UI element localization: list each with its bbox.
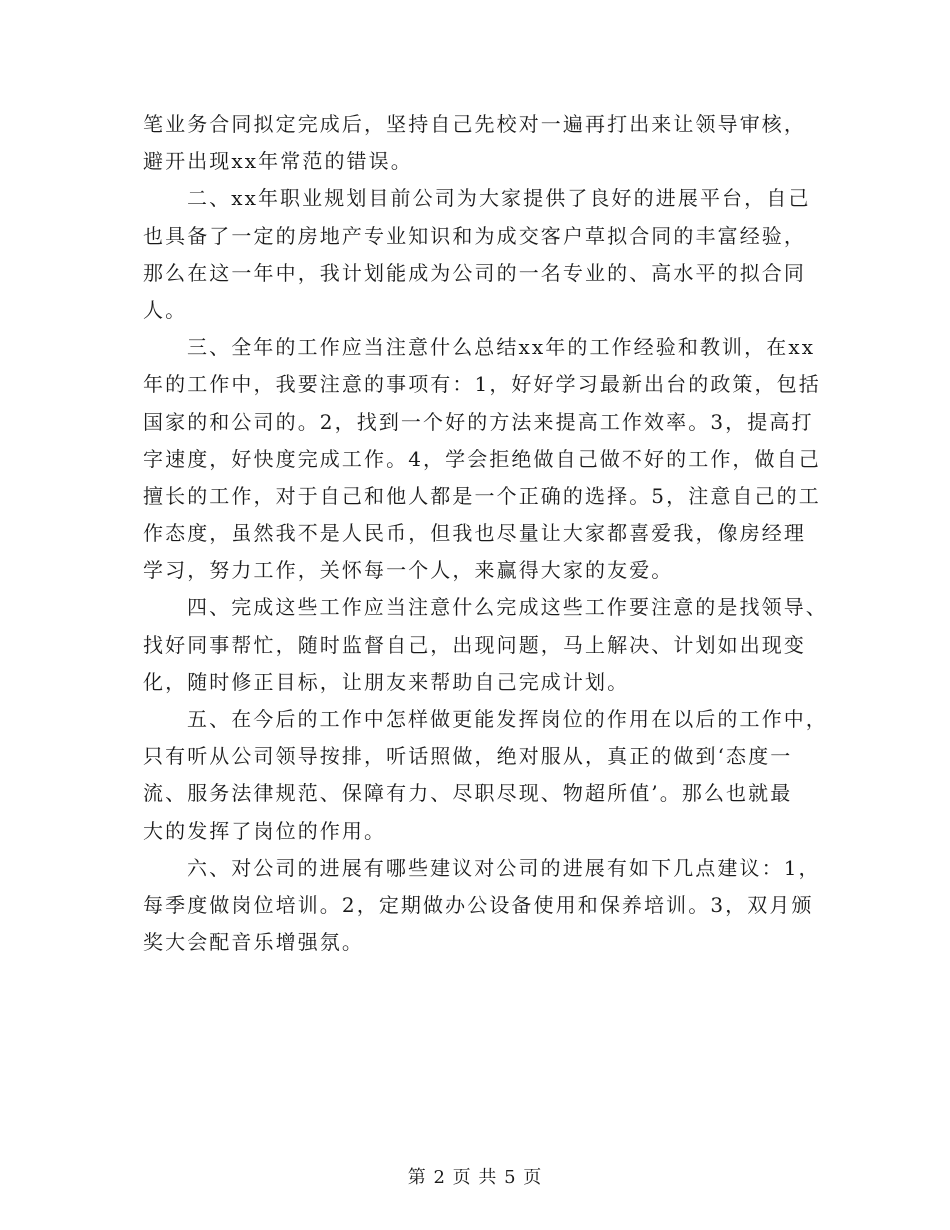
- paragraph-heading-2: 二、xx年职业规划目前公司为大家提供了良好的进展平台，自己: [187, 186, 811, 211]
- text-line: 只有听从公司领导按排，听话照做，绝对服从，真正的做到‘态度一: [143, 744, 793, 769]
- text-line: 擅长的工作，对于自己和他人都是一个正确的选择。5，注意自己的工: [143, 483, 821, 508]
- text-line: 奖大会配音乐增强氛。: [143, 930, 364, 955]
- paragraph-heading-3: 三、全年的工作应当注意什么总结xx年的工作经验和教训，在xx: [187, 335, 816, 360]
- text-line: 人。: [143, 297, 188, 322]
- paragraph-heading-5: 五、在今后的工作中怎样做更能发挥岗位的作用在以后的工作中，: [187, 707, 828, 731]
- text-line: 作态度，虽然我不是人民币，但我也尽量让大家都喜爱我，像房经理: [143, 521, 806, 546]
- text-line: 国家的和公司的。2，找到一个好的方法来提高工作效率。3，提高打: [143, 409, 814, 434]
- paragraph-heading-4: 四、完成这些工作应当注意什么完成这些工作要注意的是找领导、: [187, 595, 828, 620]
- text-line: 流、服务法律规范、保障有力、尽职尽现、物超所值’。那么也就最: [143, 781, 793, 806]
- text-line: 那么在这一年中，我计划能成为公司的一名专业的、高水平的拟合同: [143, 260, 806, 285]
- text-line: 找好同事帮忙，随时监督自己，出现问题，马上解决、计划如出现变: [143, 632, 806, 657]
- paragraph-heading-6: 六、对公司的进展有哪些建议对公司的进展有如下几点建议：1，: [187, 855, 821, 880]
- text-line: 字速度，好快度完成工作。4，学会拒绝做自己做不好的工作，做自己: [143, 446, 821, 471]
- page-number: 第 2 页 共 5 页: [407, 1167, 543, 1188]
- text-line: 年的工作中，我要注意的事项有：1，好好学习最新出台的政策，包括: [143, 372, 821, 397]
- text-line: 避开出现xx年常范的错误。: [143, 149, 413, 174]
- text-line: 笔业务合同拟定完成后，坚持自己先校对一遍再打出来让领导审核，: [143, 112, 806, 136]
- text-line: 学习，努力工作，关怀每一个人，来赢得大家的友爱。: [143, 558, 674, 583]
- text-line: 化，随时修正目标，让朋友来帮助自己完成计划。: [143, 669, 630, 694]
- text-line: 也具备了一定的房地产专业知识和为成交客户草拟合同的丰富经验，: [143, 223, 806, 248]
- text-line: 大的发挥了岗位的作用。: [143, 818, 387, 843]
- body-text: [143, 106, 828, 961]
- text-line: 每季度做岗位培训。2，定期做办公设备使用和保养培训。3，双月颁: [143, 892, 814, 917]
